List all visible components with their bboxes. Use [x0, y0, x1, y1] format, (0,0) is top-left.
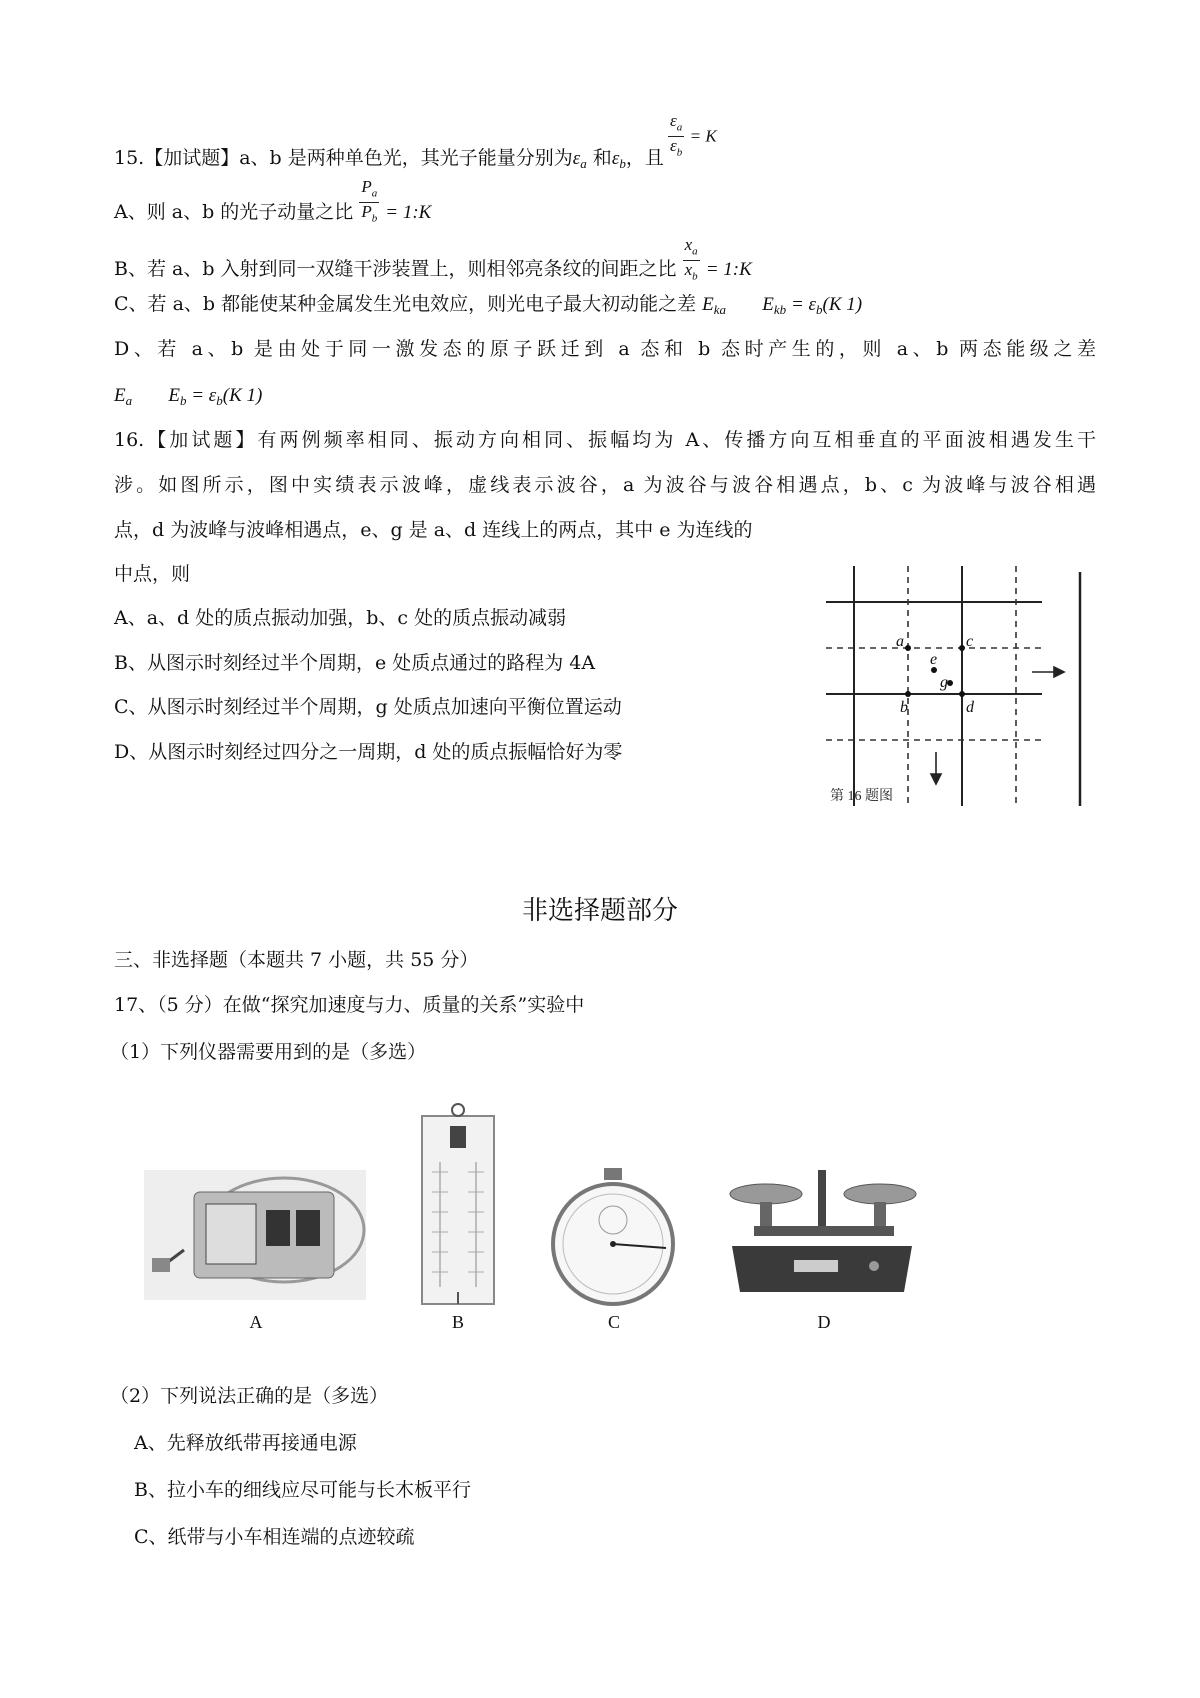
instrument-d-balance-image [724, 1164, 920, 1304]
section-header: 三、非选择题（本题共 7 小题，共 55 分） [114, 949, 479, 971]
q15-option-d-line1: D、若 a、b 是由处于同一激发态的原子跃迁到 a 态和 b 态时产生的，则 a、b 两态能级之差 [114, 338, 1096, 360]
q16-stem-line4: 中点，则 [114, 563, 191, 585]
q15-option-b: B、若 a、b 入射到同一双缝干涉装置上，则相邻亮条纹的间距之比 $\frac{x_a}{x_b}$ = 1:K [114, 235, 752, 283]
instrument-d-label: D [817, 1312, 831, 1332]
q17-option-b: B、拉小车的细线应尽可能与长木板平行 [134, 1479, 471, 1501]
instrument-c-label: C [607, 1312, 620, 1332]
label-b: b [900, 699, 908, 716]
instrument-b-spring-scale-image [418, 1102, 498, 1308]
instrument-a-label: A [249, 1312, 263, 1332]
q15-option-c: C、若 a、b 都能使某种金属发生光电效应，则光电子最大初动能之差 $E_{ka}$ $E_{kb} = \varepsilon_b(K$ 1) [114, 293, 863, 317]
instrument-c-stopwatch-image [548, 1168, 678, 1306]
q16-stem-line2: 涉。如图所示，图中实绩表示波峰，虚线表示波谷，a 为波谷与波谷相遇点，b、c 为波峰与波谷相遇 [114, 474, 1096, 496]
label-g: g [940, 674, 948, 691]
label-e: e [930, 651, 938, 668]
section-title: 非选择题部分 [521, 896, 678, 926]
q17-part2: （2）下列说法正确的是（多选） [110, 1385, 389, 1407]
q15-option-d-line2: $E_a$ $E_b = \varepsilon_b(K$ 1) [114, 385, 263, 408]
q16-option-d: D、从图示时刻经过四分之一周期，d 处的质点振幅恰好为零 [114, 741, 623, 763]
q17-option-c: C、纸带与小车相连端的点迹较疏 [134, 1526, 415, 1548]
q17-part1: （1）下列仪器需要用到的是（多选） [110, 1041, 427, 1063]
q17-option-a: A、先释放纸带再接通电源 [134, 1432, 357, 1454]
q15-ratio-formula: $\frac{\varepsilon_a}{\varepsilon_b}$ = K [670, 111, 717, 159]
q16-stem-line3: 点，d 为波峰与波峰相遇点，e、g 是 a、d 连线上的两点，其中 e 为连线的 [114, 519, 753, 541]
q16-option-c: C、从图示时刻经过半个周期，g 处质点加速向平衡位置运动 [114, 696, 622, 718]
q15-option-a: A、则 a、b 的光子动量之比 $\frac{P_a}{P_b}$ = 1:K [114, 177, 432, 225]
label-d: d [966, 699, 974, 716]
label-c: c [966, 633, 974, 650]
q16-option-b: B、从图示时刻经过半个周期，e 处质点通过的路程为 4A [114, 652, 596, 674]
q16-stem-line1: 16.【加试题】有两例频率相同、振动方向相同、振幅均为 A、传播方向互相垂直的平面波相遇发生干 [114, 429, 1096, 451]
q15-stem: 15.【加试题】a、b 是两种单色光，其光子能量分别为$\varepsilon_a$ 和$\varepsilon_b$，且 [114, 147, 664, 171]
label-a: a [896, 633, 904, 650]
instrument-a-timer-image [144, 1170, 366, 1300]
crest-lines [826, 566, 1080, 806]
q17-stem: 17、（5 分）在做“探究加速度与力、质量的关系”实验中 [114, 994, 585, 1016]
figure-caption: 第 16 题图 [830, 789, 893, 804]
q16-interference-figure [826, 566, 1086, 822]
instrument-b-label: B [451, 1312, 464, 1332]
q16-option-a: A、a、d 处的质点振动加强，b、c 处的质点振动减弱 [114, 607, 567, 629]
